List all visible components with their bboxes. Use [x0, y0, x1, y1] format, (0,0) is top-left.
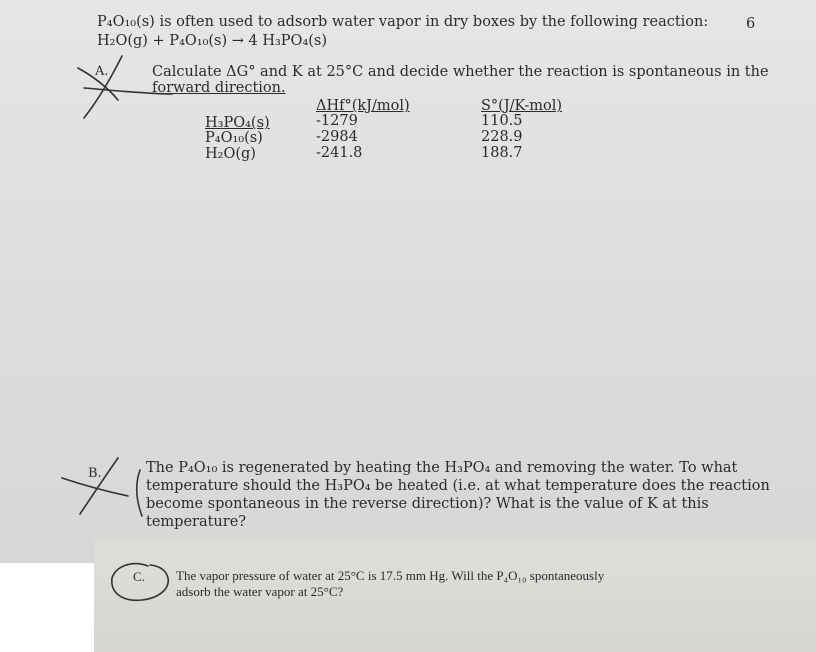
species-row-3: H₂O(g): [205, 146, 256, 162]
part-b-line1: The P₄O₁₀ is regenerated by heating the H₃PO₄ and removing the water. To what: [146, 460, 738, 476]
dh-row-2: -2984: [316, 129, 358, 145]
species-row-1: H₃PO₄(s): [205, 115, 270, 131]
intro-text: P₄O₁₀(s) is often used to adsorb water vapor in dry boxes by the following reaction:: [97, 14, 709, 30]
points-value: 6: [746, 16, 756, 32]
dh-row-3: -241.8: [316, 145, 363, 161]
part-c-line2: adsorb the water vapor at 25°C?: [176, 584, 344, 599]
part-b-line3: become spontaneous in the reverse direction)? What is the value of K at this: [146, 496, 709, 512]
dh-row-1: -1279: [316, 113, 358, 129]
part-a-line1: Calculate ΔG° and K at 25°C and decide whether the reaction is spontaneous in the: [152, 64, 769, 80]
s-row-2: 228.9: [481, 129, 523, 145]
col-header-s: S°(J/K-mol): [481, 98, 562, 114]
species-row-2: P₄O₁₀(s): [205, 130, 263, 146]
s-row-1: 110.5: [481, 113, 523, 129]
part-c-label: C.: [133, 569, 145, 584]
part-a-line2: forward direction.: [152, 80, 286, 96]
part-a-label: A.: [95, 64, 109, 79]
col-header-dh: ΔHf°(kJ/mol): [316, 98, 410, 114]
part-b-line4: temperature?: [146, 514, 247, 530]
part-b-line2: temperature should the H₃PO₄ be heated (i.e. at what temperature does the reaction: [146, 478, 770, 494]
part-b-label: B.: [88, 466, 102, 481]
s-row-3: 188.7: [481, 145, 523, 161]
reaction-equation: H₂O(g) + P₄O₁₀(s) → 4 H₃PO₄(s): [97, 33, 328, 49]
part-c-line1: The vapor pressure of water at 25°C is 17.5 mm Hg. Will the P₄O₁₀ spontaneously: [176, 568, 605, 583]
